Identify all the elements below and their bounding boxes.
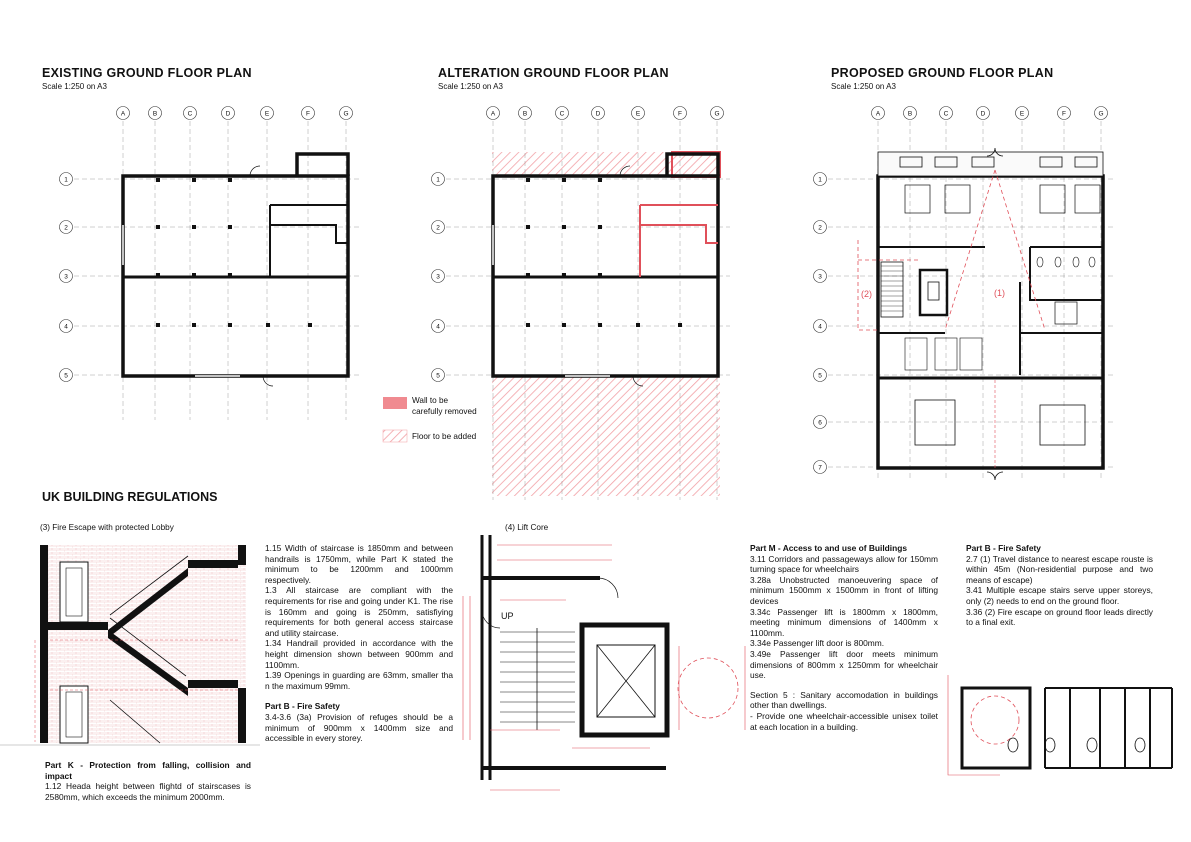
grid-label-row: 4 xyxy=(64,323,68,331)
internal-walls xyxy=(878,247,1103,375)
part-m-item: 3.34c Passenger lift is 1800mm x 1800mm, meeting minimum dimensions of 1400mm x 1100mm. xyxy=(750,606,938,638)
part-k-body: 1.12 Heada height between flightd of stairscases is 2580mm, which exceeds the minimum 2000mm. xyxy=(45,781,251,802)
legend-floor-added-label: Floor to be added xyxy=(412,432,477,441)
structural-column xyxy=(526,178,530,182)
structural-column xyxy=(228,323,232,327)
existing-ground-floor-plan xyxy=(60,107,361,421)
grid-label-column: B xyxy=(152,110,158,118)
part-k-title: Part K - Protection from falling, collision and impact xyxy=(45,760,251,781)
structural-column xyxy=(156,178,160,182)
grid-label-row: 2 xyxy=(64,224,68,232)
grid-label-row: 7 xyxy=(818,464,822,472)
part-b-right-notes xyxy=(966,543,1153,628)
structural-column xyxy=(156,323,160,327)
lift-core-caption: (4) Lift Core xyxy=(505,523,549,532)
grid-label-column: F xyxy=(1062,110,1066,118)
grid-label-row: 6 xyxy=(818,419,822,427)
grid-label-row: 5 xyxy=(64,372,68,380)
workstation-row xyxy=(905,338,927,370)
legend-wall-removed-line1: Wall to be xyxy=(412,396,449,405)
desk-cluster xyxy=(1075,185,1100,213)
grid-label-column: A xyxy=(120,110,126,118)
part-b-left-body: 3.4-3.6 (3a) Provision of refuges should be a minimum of 900mm x 1400mm size and accessible in every storey. xyxy=(265,711,453,744)
exterior-wall xyxy=(878,176,1103,468)
structural-column xyxy=(308,323,312,327)
grid-label-column: C xyxy=(943,110,949,118)
existing-plan-title: EXISTING GROUND FLOOR PLAN xyxy=(42,66,252,80)
lift-car xyxy=(928,282,939,300)
alteration-plan-scale: Scale 1:250 on A3 xyxy=(438,82,503,91)
grid-label-row: 4 xyxy=(436,323,440,331)
proposed-plan-scale: Scale 1:250 on A3 xyxy=(831,82,896,91)
grid-label-column: G xyxy=(1098,110,1104,118)
structural-column xyxy=(598,273,602,277)
grid-label-row: 3 xyxy=(436,273,440,281)
grid-label-column: G xyxy=(343,110,349,118)
grid-label-column: A xyxy=(875,110,881,118)
structural-column xyxy=(598,323,602,327)
meeting-table xyxy=(1055,302,1077,324)
structural-column xyxy=(156,273,160,277)
structural-column xyxy=(192,178,196,182)
wc-fixture xyxy=(1055,257,1061,267)
structural-column xyxy=(598,178,602,182)
structural-column xyxy=(156,225,160,229)
existing-plan-scale: Scale 1:250 on A3 xyxy=(42,82,107,91)
lounge-seating xyxy=(1040,405,1085,445)
desk-cluster xyxy=(905,185,930,213)
desk-cluster xyxy=(1040,185,1065,213)
grid-label-row: 2 xyxy=(436,224,440,232)
grid-label-row: 4 xyxy=(818,323,822,331)
part-m-section5: Section 5 : Sanitary accomodation in buildings other than dwellings. xyxy=(750,689,938,711)
internal-walls xyxy=(640,205,718,277)
stair-up-label: UP xyxy=(501,611,514,621)
part-m-item: 3.34e Passenger lift door is 800mm. xyxy=(750,638,885,649)
part-b-right-item: 3.41 Multiple escape stairs serve upper storeys, only (2) needs to end on the ground floor. xyxy=(966,585,1153,606)
grid-label-row: 3 xyxy=(64,273,68,281)
legend-wall-removed-line2: carefully removed xyxy=(412,407,477,416)
structural-column xyxy=(526,323,530,327)
internal-walls xyxy=(270,205,348,277)
grid-label-row: 2 xyxy=(818,224,822,232)
staircase-note: 1.39 Openings in guarding are 63mm, smaller tha n the maximum 99mm. xyxy=(265,670,453,691)
grid-label-column: E xyxy=(1019,110,1025,118)
wc-fixture xyxy=(1037,257,1043,267)
staircase-note: 1.3 All staircase are compliant with the requirements for rise and going under K1. The rise is 160mm and going is 250mm, satisfiying requirements for both general access staircase and utility staircase. xyxy=(265,585,453,638)
proposed-plan-title: PROPOSED GROUND FLOOR PLAN xyxy=(831,66,1054,80)
legend-wall-removed-label xyxy=(412,395,477,417)
part-k-notes xyxy=(45,760,251,802)
part-b-left-title: Part B - Fire Safety xyxy=(265,701,340,712)
stair-block xyxy=(881,262,903,317)
structural-column xyxy=(228,178,232,182)
grid-label-row: 5 xyxy=(436,372,440,380)
staircase-note: 1.15 Width of staircase is 1850mm and between handrails is 1750mm, while Part K stated the minimum to be 1200mm and 1000mm respectively. xyxy=(265,543,453,585)
structural-column xyxy=(192,225,196,229)
escape-route-2-label: (2) xyxy=(861,289,872,299)
grid-label-row: 1 xyxy=(436,176,440,184)
grid-label-column: F xyxy=(678,110,682,118)
fire-escape-caption: (3) Fire Escape with protected Lobby xyxy=(40,523,174,532)
part-m-item: 3.28a Unobstructed manoeuvering space of minimum 1500mm x 1500mm in front of lifting devices xyxy=(750,574,938,606)
regulations-heading: UK BUILDING REGULATIONS xyxy=(42,490,218,504)
part-m-section5-item: - Provide one wheelchair-accessible unisex toilet at each location in a building. xyxy=(750,710,938,732)
annex-wall xyxy=(297,154,348,176)
structural-column xyxy=(192,273,196,277)
grid-label-column: B xyxy=(907,110,913,118)
structural-column xyxy=(192,323,196,327)
part-b-right-item: 3.36 (2) Fire escape on ground floor leads directly to a final exit. xyxy=(966,606,1153,628)
legend-floor-added-swatch xyxy=(383,430,407,442)
part-m-item: 3.11 Corridors and passageways allow for 150mm turning space for wheelchairs xyxy=(750,553,938,575)
grid-label-column: E xyxy=(635,110,641,118)
part-b-right-item: 2.7 (1) Travel distance to nearest escape rouste is within 45m (Non-residential purpose and two means of escape) xyxy=(966,553,1153,585)
part-b-right-title: Part B - Fire Safety xyxy=(966,543,1041,553)
workstation-row xyxy=(960,338,982,370)
grid-label-row: 1 xyxy=(818,176,822,184)
grid-label-column: C xyxy=(559,110,565,118)
structural-column xyxy=(526,273,530,277)
staircase-notes xyxy=(265,543,453,744)
desk-cluster xyxy=(945,185,970,213)
escape-route-2 xyxy=(858,240,920,330)
proposed-ground-floor-plan xyxy=(814,107,1116,481)
grid-label-row: 5 xyxy=(818,372,822,380)
staircase-note: 1.34 Handrail provided in accordance with the height dimension shown between 900mm and 1100mm. xyxy=(265,638,453,670)
structural-column xyxy=(562,273,566,277)
alteration-plan-title: ALTERATION GROUND FLOOR PLAN xyxy=(438,66,669,80)
lounge-table xyxy=(915,400,955,445)
wc-fixture xyxy=(1089,257,1095,267)
structural-column xyxy=(562,225,566,229)
grid-label-column: G xyxy=(714,110,720,118)
grid-label-column: E xyxy=(264,110,270,118)
structural-column xyxy=(636,323,640,327)
grid-label-column: D xyxy=(225,110,231,118)
grid-label-column: D xyxy=(595,110,601,118)
structural-column xyxy=(562,178,566,182)
structural-column xyxy=(526,225,530,229)
structural-column xyxy=(598,225,602,229)
fire-escape-section-drawing xyxy=(0,545,260,745)
grid-label-column: B xyxy=(522,110,528,118)
grid-label-row: 1 xyxy=(64,176,68,184)
part-m-title: Part M - Access to and use of Buildings xyxy=(750,543,907,553)
lift-core-plan-drawing xyxy=(463,535,745,790)
grid-label-column: C xyxy=(187,110,193,118)
sanitary-accommodation-plan xyxy=(948,675,1172,775)
wc-fixture xyxy=(1073,257,1079,267)
part-m-item: 3.49e Passenger lift door meets minimum dimensions of 800mm x 1250mm for wheelchair use. xyxy=(750,648,938,681)
structural-column xyxy=(678,323,682,327)
escape-route-1-label: (1) xyxy=(994,288,1005,298)
structural-column xyxy=(228,273,232,277)
part-m-notes xyxy=(750,543,938,732)
lift-core xyxy=(920,270,947,315)
grid-label-column: A xyxy=(490,110,496,118)
structural-column xyxy=(266,323,270,327)
grid-label-column: F xyxy=(306,110,310,118)
alteration-ground-floor-plan xyxy=(432,107,731,501)
legend-wall-removed-swatch xyxy=(383,397,407,409)
structural-column xyxy=(562,323,566,327)
structural-column xyxy=(228,225,232,229)
floor-to-add-south xyxy=(492,376,720,496)
grid-label-row: 3 xyxy=(818,273,822,281)
grid-label-column: D xyxy=(980,110,986,118)
exit-door xyxy=(987,472,1003,480)
